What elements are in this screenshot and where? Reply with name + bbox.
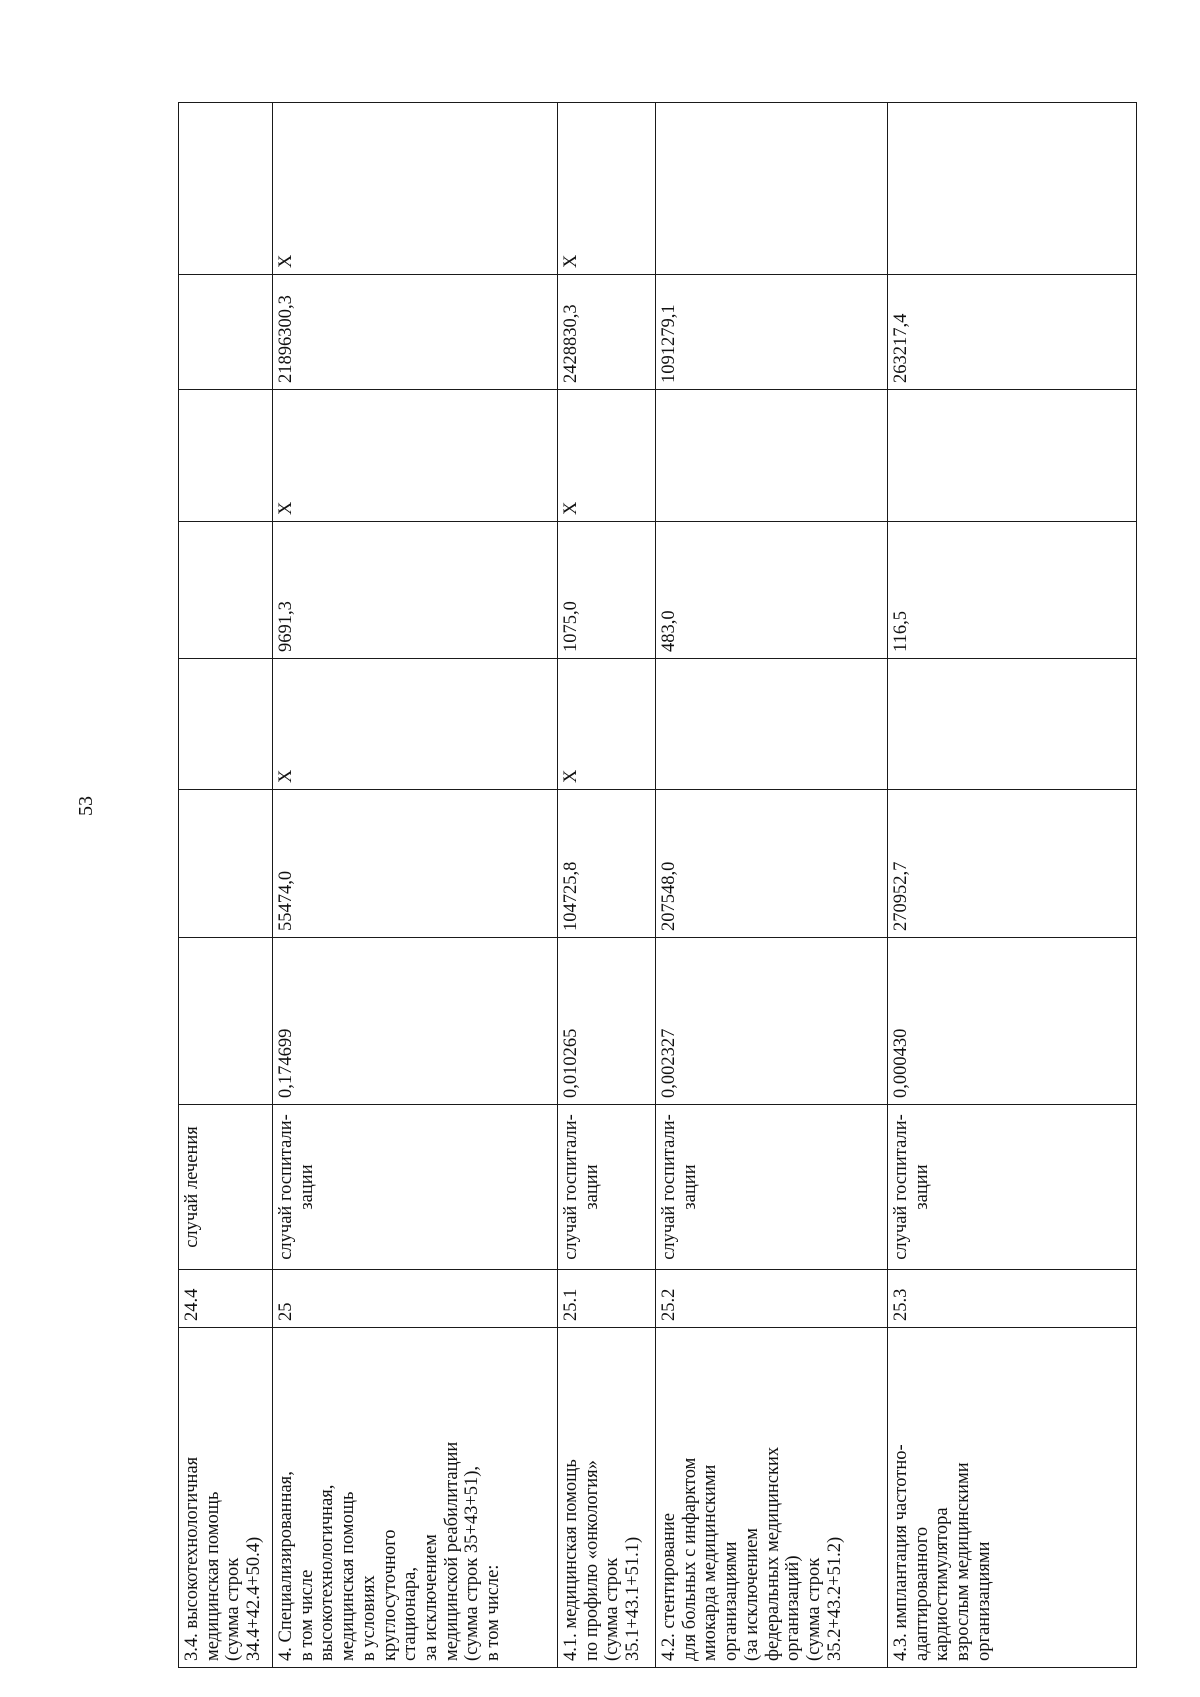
indicator-name-cell: [656, 1328, 888, 1668]
indicator-name-line: для больных с инфарктом: [679, 1457, 700, 1661]
norm-cell: 0,002327: [656, 938, 888, 1105]
page-number: 53: [75, 796, 97, 816]
indicator-name-line: взрослым медицинскими: [953, 1462, 974, 1661]
norm-cell: 0,010265: [558, 938, 656, 1105]
last-column-cell: [179, 103, 273, 275]
rotated-table-wrapper: [178, 103, 1136, 1668]
unit-cell: случай госпитали-зации: [558, 1105, 656, 1270]
sum-oms-cell: 263217,4: [888, 275, 1137, 390]
sum-budget-cell: Х: [273, 390, 558, 522]
indicator-name-line: организациями: [721, 1541, 742, 1661]
table-row: [656, 103, 888, 1668]
indicator-name-line: 4. Специализированная,: [276, 1471, 296, 1661]
per-capita-budget-cell: [656, 659, 888, 790]
indicator-name-line: медицинской реабилитации: [441, 1441, 462, 1661]
indicator-name-cell: [558, 1328, 656, 1668]
indicator-name-line: по профилю «онкология»: [581, 1460, 602, 1661]
indicator-name-cell: [179, 1328, 273, 1668]
indicator-name-line: (сумма строк: [223, 1557, 244, 1661]
norm-cell: 0,174699: [273, 938, 558, 1105]
sum-budget-cell: [888, 390, 1137, 522]
norm-cell: 0,000430: [888, 938, 1137, 1105]
unit-cell: случай лечения: [179, 1105, 273, 1270]
indicator-name-line: за исключением: [421, 1534, 442, 1661]
indicator-name-line: миокарда медицинскими: [700, 1464, 721, 1661]
indicator-name-line: (за исключением: [741, 1528, 762, 1661]
per-capita-oms-cell: 1075,0: [558, 522, 656, 659]
indicator-name-cell: [273, 1328, 558, 1668]
per-capita-budget-cell: [888, 659, 1137, 790]
indicator-name-line: стационара,: [400, 1567, 421, 1661]
table-row: [179, 103, 273, 1668]
unit-cell: случай госпитали-зации: [273, 1105, 558, 1270]
indicator-name-line: организациями: [973, 1541, 994, 1661]
indicator-name-line: адаптированного: [911, 1526, 932, 1661]
row-number-cell: 25.1: [558, 1270, 656, 1328]
per-capita-oms-cell: [179, 522, 273, 659]
indicator-name-line: организаций): [783, 1555, 804, 1661]
per-capita-budget-cell: Х: [273, 659, 558, 790]
cost-cell: 104725,8: [558, 790, 656, 938]
last-column-cell: Х: [273, 103, 558, 275]
indicator-name-line: 35.1+43.1+51.1): [623, 1536, 644, 1661]
row-number-cell: 25.3: [888, 1270, 1137, 1328]
indicator-name-line: 34.4+42.4+50.4): [244, 1536, 265, 1661]
unit-cell: случай госпитали-зации: [888, 1105, 1137, 1270]
per-capita-budget-cell: [179, 659, 273, 790]
indicator-name-line: медицинская помощь: [202, 1491, 223, 1661]
sum-budget-cell: [179, 390, 273, 522]
indicator-name-line: медицинская помощь: [338, 1491, 359, 1661]
indicator-name-line: 4.3. имплантация частотно-: [891, 1444, 911, 1661]
sum-oms-cell: 2428830,3: [558, 275, 656, 390]
last-column-cell: [656, 103, 888, 275]
per-capita-oms-cell: 116,5: [888, 522, 1137, 659]
last-column-cell: Х: [558, 103, 656, 275]
cost-cell: 270952,7: [888, 790, 1137, 938]
per-capita-oms-cell: 9691,3: [273, 522, 558, 659]
indicator-name-line: кардиостимулятора: [932, 1507, 953, 1661]
indicator-name-line: в том числе: [296, 1569, 317, 1661]
row-number-cell: 24.4: [179, 1270, 273, 1328]
cost-cell: 55474,0: [273, 790, 558, 938]
last-column-cell: [888, 103, 1137, 275]
sum-oms-cell: 21896300,3: [273, 275, 558, 390]
indicator-name-line: 4.2. стентирование: [659, 1513, 679, 1661]
indicator-name-line: федеральных медицинских: [762, 1446, 783, 1661]
per-capita-oms-cell: 483,0: [656, 522, 888, 659]
row-number-cell: 25: [273, 1270, 558, 1328]
indicator-name-line: (сумма строк 35+43+51),: [462, 1465, 483, 1661]
row-number-cell: 25.2: [656, 1270, 888, 1328]
indicator-name-line: в том числе:: [483, 1564, 504, 1661]
indicator-name-line: 4.1. медицинская помощь: [561, 1459, 581, 1661]
indicator-name-line: в условиях: [358, 1575, 379, 1661]
table-row: [273, 103, 558, 1668]
cost-cell: 207548,0: [656, 790, 888, 938]
indicator-name-line: 3.4. высокотехнологичная: [182, 1456, 202, 1661]
per-capita-budget-cell: Х: [558, 659, 656, 790]
sum-budget-cell: [656, 390, 888, 522]
table-row: [558, 103, 656, 1668]
indicator-name-line: высокотехнологичная,: [317, 1484, 338, 1661]
cost-cell: [179, 790, 273, 938]
table-row: [888, 103, 1137, 1668]
indicator-name-line: (сумма строк: [602, 1557, 623, 1661]
indicator-name-line: 35.2+43.2+51.2): [824, 1536, 845, 1661]
unit-cell: случай госпитали-зации: [656, 1105, 888, 1270]
indicator-name-line: круглосуточного: [379, 1529, 400, 1661]
sum-oms-cell: 1091279,1: [656, 275, 888, 390]
indicator-name-line: (сумма строк: [804, 1557, 825, 1661]
data-table: [178, 102, 1137, 1668]
sum-oms-cell: [179, 275, 273, 390]
indicator-name-cell: [888, 1328, 1137, 1668]
sum-budget-cell: Х: [558, 390, 656, 522]
norm-cell: [179, 938, 273, 1105]
